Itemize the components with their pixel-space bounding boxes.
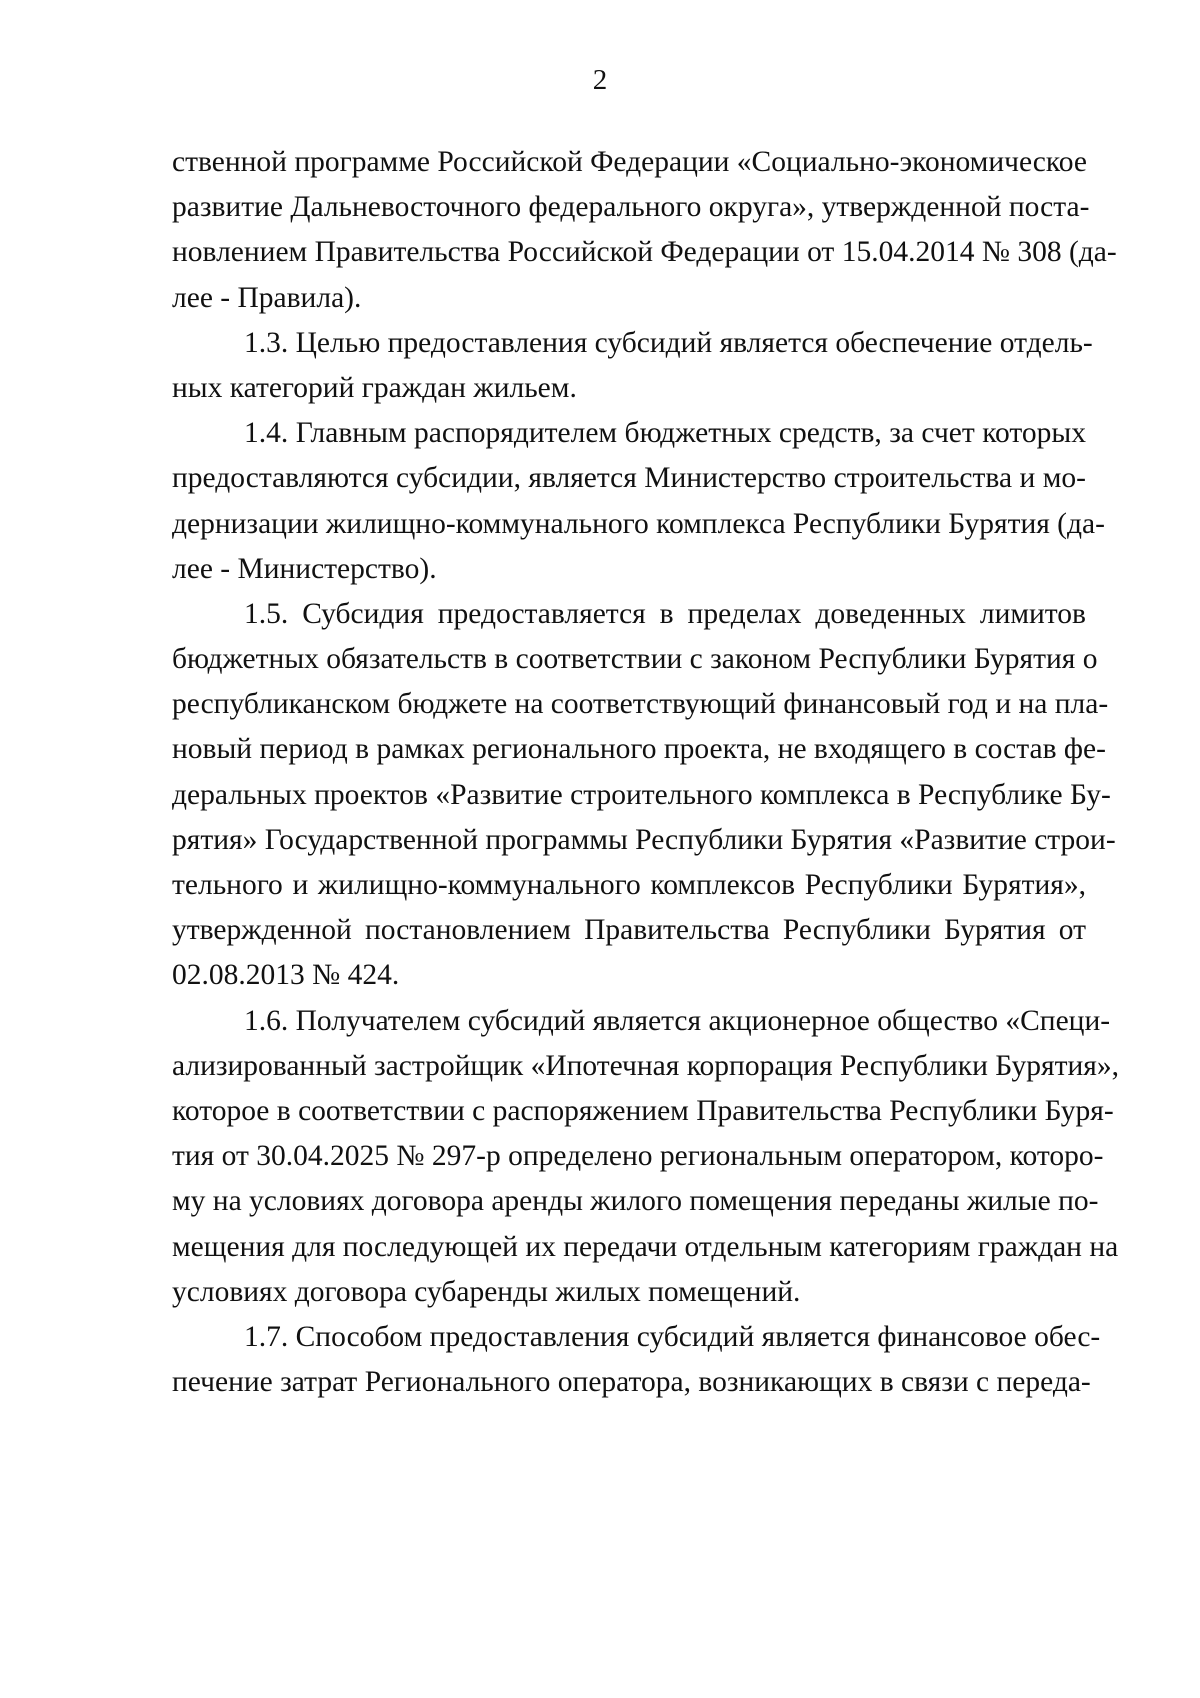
text-line: лее - Министерство). (172, 552, 437, 585)
text-line: 1.4. Главным распорядителем бюджетных средств, за счет которых (244, 417, 1086, 450)
text-line: ализированный застройщик «Ипотечная корпорация Республики Бурятия», (172, 1049, 1119, 1082)
text-line: му на условиях договора аренды жилого помещения переданы жилые по- (172, 1185, 1099, 1218)
text-line: новлением Правительства Российской Федерации от 15.04.2014 № 308 (да- (172, 236, 1117, 269)
text-line: тельного и жилищно-коммунального комплексов Республики Бурятия», (172, 869, 1086, 901)
text-line: деральных проектов «Развитие строительного комплекса в Республике Бу- (172, 778, 1111, 811)
text-line: ственной программе Российской Федерации «Социально-экономическое (172, 146, 1087, 178)
text-line: новый период в рамках регионального проекта, не входящего в состав фе- (172, 733, 1106, 766)
text-line: предоставляются субсидии, является Министерство строительства и мо- (172, 462, 1086, 495)
paragraph-1-6 (172, 999, 1119, 1315)
paragraph-1-3 (172, 321, 1093, 411)
text-line: дернизации жилищно-коммунального комплекса Республики Бурятия (да- (172, 507, 1105, 540)
text-line: мещения для последующей их передачи отдельным категориям граждан на (172, 1230, 1119, 1263)
document-body (172, 140, 1119, 1405)
text-line: бюджетных обязательств в соответствии с законом Республики Бурятия о (172, 643, 1098, 676)
paragraph-1-5 (172, 592, 1116, 999)
text-line: республиканском бюджете на соответствующий финансовый год и на пла- (172, 688, 1109, 721)
text-line: печение затрат Регионального оператора, возникающих в связи с переда- (172, 1366, 1091, 1399)
text-line: рятия» Государственной программы Республики Бурятия «Развитие строи- (172, 823, 1116, 856)
text-line: лее - Правила). (172, 281, 362, 314)
paragraph-1-4 (172, 411, 1105, 592)
text-line: ных категорий граждан жильем. (172, 371, 577, 404)
paragraph-continuation (172, 140, 1117, 321)
text-line: утвержденной постановлением Правительства Республики Бурятия от (172, 914, 1086, 947)
text-line: развитие Дальневосточного федерального округа», утвержденной поста- (172, 191, 1090, 224)
text-line: тия от 30.04.2025 № 297-р определено региональным оператором, которо- (172, 1140, 1104, 1173)
page-number: 2 (592, 64, 608, 96)
text-line: 1.7. Способом предоставления субсидий является финансовое обес- (244, 1320, 1101, 1353)
text-line: которое в соответствии с распоряжением Правительства Республики Буря- (172, 1094, 1114, 1127)
text-line: условиях договора субаренды жилых помещений. (172, 1275, 801, 1308)
paragraph-1-7 (172, 1315, 1101, 1405)
text-line: 02.08.2013 № 424. (172, 959, 400, 992)
text-line: 1.6. Получателем субсидий является акционерное общество «Специ- (244, 1004, 1111, 1037)
text-line: 1.5. Субсидия предоставляется в пределах доведенных лимитов (244, 597, 1086, 630)
text-line: 1.3. Целью предоставления субсидий является обеспечение отдель- (244, 326, 1093, 359)
